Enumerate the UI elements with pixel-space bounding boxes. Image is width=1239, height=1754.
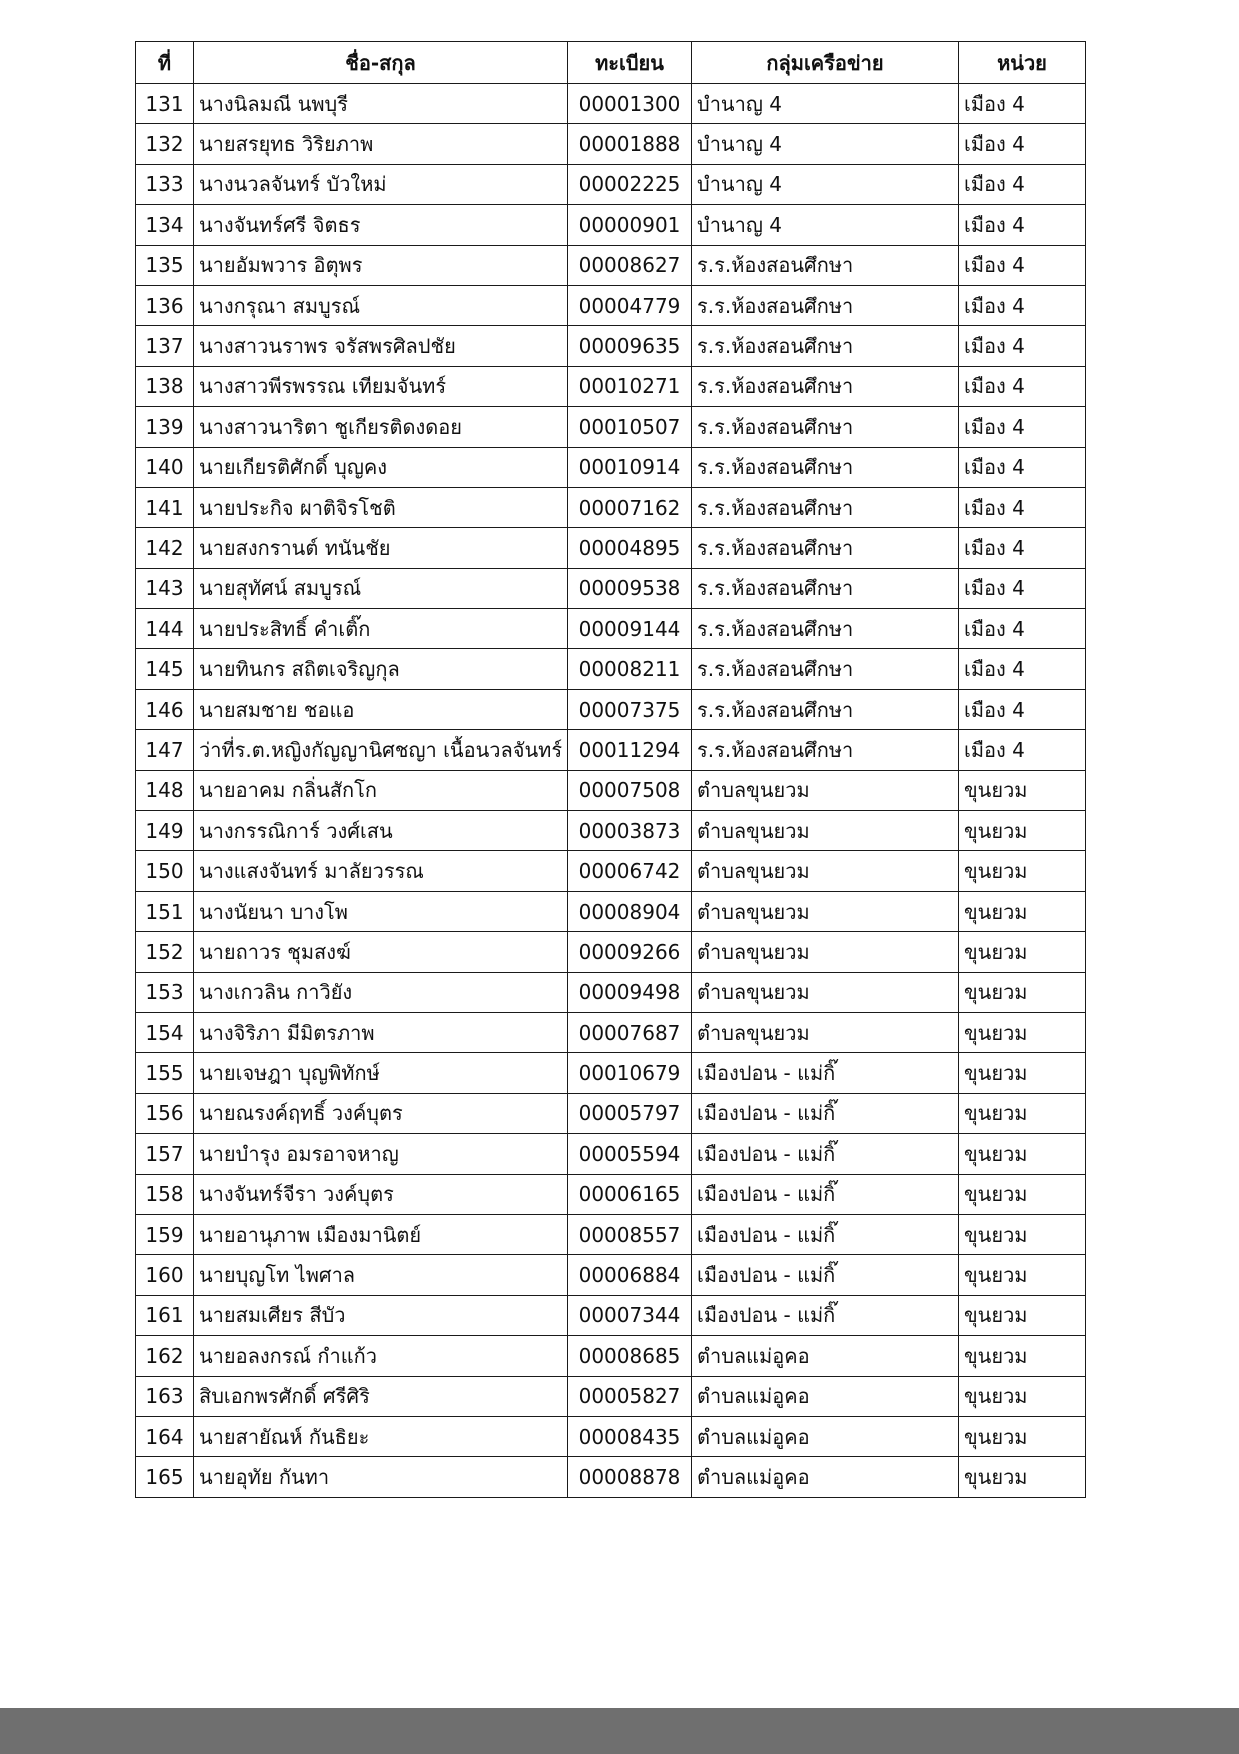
table-row bbox=[136, 1416, 1086, 1456]
cell-unit: ขุนยวม bbox=[959, 1093, 1086, 1133]
cell-network: ตำบลแม่อูคอ bbox=[692, 1336, 959, 1376]
table-row bbox=[136, 1012, 1086, 1052]
cell-registration: 00010271 bbox=[568, 366, 692, 406]
cell-network: เมืองปอน - แม่กิ๊ bbox=[692, 1174, 959, 1214]
cell-registration: 00004895 bbox=[568, 528, 692, 568]
cell-registration: 00005797 bbox=[568, 1093, 692, 1133]
cell-unit: ขุนยวม bbox=[959, 1336, 1086, 1376]
cell-registration: 00000901 bbox=[568, 205, 692, 245]
cell-unit: ขุนยวม bbox=[959, 770, 1086, 810]
cell-name: นางจันทร์จีรา วงค์บุตร bbox=[194, 1174, 568, 1214]
cell-network: ร.ร.ห้องสอนศึกษา bbox=[692, 609, 959, 649]
cell-registration: 00001888 bbox=[568, 124, 692, 164]
cell-registration: 00005594 bbox=[568, 1134, 692, 1174]
table-row bbox=[136, 730, 1086, 770]
cell-registration: 00010507 bbox=[568, 407, 692, 447]
cell-name: นายอัมพวาร อิตุพร bbox=[194, 245, 568, 285]
cell-registration: 00007508 bbox=[568, 770, 692, 810]
cell-registration: 00008435 bbox=[568, 1416, 692, 1456]
header-name: ชื่อ-สกุล bbox=[194, 42, 568, 84]
cell-network: ร.ร.ห้องสอนศึกษา bbox=[692, 447, 959, 487]
cell-no: 163 bbox=[136, 1376, 194, 1416]
cell-name: นายอลงกรณ์ กำแก้ว bbox=[194, 1336, 568, 1376]
member-table bbox=[135, 41, 1086, 1498]
cell-name: นางสาวพีรพรรณ เทียมจันทร์ bbox=[194, 366, 568, 406]
cell-registration: 00001300 bbox=[568, 84, 692, 124]
cell-unit: ขุนยวม bbox=[959, 1214, 1086, 1254]
cell-unit: เมือง 4 bbox=[959, 649, 1086, 689]
cell-no: 152 bbox=[136, 932, 194, 972]
header-no: ที่ bbox=[136, 42, 194, 84]
cell-unit: ขุนยวม bbox=[959, 1457, 1086, 1497]
cell-network: บำนาญ 4 bbox=[692, 124, 959, 164]
cell-no: 153 bbox=[136, 972, 194, 1012]
header-network: กลุ่มเครือข่าย bbox=[692, 42, 959, 84]
cell-name: นายสายัณห์ กันธิยะ bbox=[194, 1416, 568, 1456]
cell-network: เมืองปอน - แม่กิ๊ bbox=[692, 1053, 959, 1093]
cell-unit: ขุนยวม bbox=[959, 891, 1086, 931]
cell-no: 157 bbox=[136, 1134, 194, 1174]
cell-unit: เมือง 4 bbox=[959, 730, 1086, 770]
cell-registration: 00010914 bbox=[568, 447, 692, 487]
cell-unit: ขุนยวม bbox=[959, 932, 1086, 972]
cell-network: บำนาญ 4 bbox=[692, 205, 959, 245]
table-row bbox=[136, 1093, 1086, 1133]
cell-unit: ขุนยวม bbox=[959, 1174, 1086, 1214]
cell-no: 134 bbox=[136, 205, 194, 245]
cell-registration: 00008904 bbox=[568, 891, 692, 931]
cell-network: ตำบลขุนยวม bbox=[692, 1012, 959, 1052]
cell-no: 159 bbox=[136, 1214, 194, 1254]
cell-registration: 00006884 bbox=[568, 1255, 692, 1295]
cell-registration: 00008211 bbox=[568, 649, 692, 689]
cell-no: 143 bbox=[136, 568, 194, 608]
cell-unit: เมือง 4 bbox=[959, 366, 1086, 406]
cell-name: นางนัยนา บางโพ bbox=[194, 891, 568, 931]
table-row bbox=[136, 1053, 1086, 1093]
cell-name: นายอุทัย กันทา bbox=[194, 1457, 568, 1497]
cell-network: ตำบลแม่อูคอ bbox=[692, 1416, 959, 1456]
cell-registration: 00008557 bbox=[568, 1214, 692, 1254]
cell-no: 161 bbox=[136, 1295, 194, 1335]
cell-no: 156 bbox=[136, 1093, 194, 1133]
cell-name: นายเกียรติศักดิ์ บุญคง bbox=[194, 447, 568, 487]
table-row bbox=[136, 568, 1086, 608]
cell-no: 139 bbox=[136, 407, 194, 447]
scan-edge-band bbox=[0, 1708, 1239, 1754]
cell-network: ร.ร.ห้องสอนศึกษา bbox=[692, 407, 959, 447]
cell-unit: ขุนยวม bbox=[959, 1376, 1086, 1416]
cell-network: ร.ร.ห้องสอนศึกษา bbox=[692, 649, 959, 689]
cell-unit: ขุนยวม bbox=[959, 1053, 1086, 1093]
table-row bbox=[136, 205, 1086, 245]
cell-network: ตำบลขุนยวม bbox=[692, 891, 959, 931]
cell-name: นายสมชาย ชอแอ bbox=[194, 689, 568, 729]
cell-no: 162 bbox=[136, 1336, 194, 1376]
cell-unit: ขุนยวม bbox=[959, 811, 1086, 851]
table-row bbox=[136, 1336, 1086, 1376]
table-row bbox=[136, 1376, 1086, 1416]
cell-name: นางเกวลิน กาวิยัง bbox=[194, 972, 568, 1012]
cell-name: นายทินกร สถิตเจริญกุล bbox=[194, 649, 568, 689]
cell-network: ร.ร.ห้องสอนศึกษา bbox=[692, 245, 959, 285]
table-row bbox=[136, 326, 1086, 366]
cell-network: เมืองปอน - แม่กิ๊ bbox=[692, 1093, 959, 1133]
cell-no: 142 bbox=[136, 528, 194, 568]
cell-network: ตำบลขุนยวม bbox=[692, 811, 959, 851]
cell-no: 136 bbox=[136, 285, 194, 325]
cell-registration: 00005827 bbox=[568, 1376, 692, 1416]
cell-unit: ขุนยวม bbox=[959, 1416, 1086, 1456]
table-row bbox=[136, 84, 1086, 124]
cell-unit: เมือง 4 bbox=[959, 407, 1086, 447]
cell-no: 138 bbox=[136, 366, 194, 406]
cell-registration: 00002225 bbox=[568, 164, 692, 204]
header-unit: หน่วย bbox=[959, 42, 1086, 84]
table-row bbox=[136, 1457, 1086, 1497]
table-row bbox=[136, 366, 1086, 406]
table-row bbox=[136, 932, 1086, 972]
cell-no: 148 bbox=[136, 770, 194, 810]
cell-registration: 00008878 bbox=[568, 1457, 692, 1497]
cell-name: นางนวลจันทร์ บัวใหม่ bbox=[194, 164, 568, 204]
cell-unit: เมือง 4 bbox=[959, 285, 1086, 325]
cell-registration: 00009498 bbox=[568, 972, 692, 1012]
table-row bbox=[136, 851, 1086, 891]
cell-registration: 00009635 bbox=[568, 326, 692, 366]
table-row bbox=[136, 770, 1086, 810]
cell-network: ร.ร.ห้องสอนศึกษา bbox=[692, 689, 959, 729]
cell-unit: เมือง 4 bbox=[959, 84, 1086, 124]
cell-name: นายประสิทธิ์ คำเติ๊ก bbox=[194, 609, 568, 649]
cell-registration: 00008685 bbox=[568, 1336, 692, 1376]
cell-unit: เมือง 4 bbox=[959, 689, 1086, 729]
cell-unit: เมือง 4 bbox=[959, 326, 1086, 366]
table-row bbox=[136, 811, 1086, 851]
cell-unit: เมือง 4 bbox=[959, 487, 1086, 527]
header-registration: ทะเบียน bbox=[568, 42, 692, 84]
cell-name: นายสงกรานต์ ทนันชัย bbox=[194, 528, 568, 568]
cell-network: เมืองปอน - แม่กิ๊ bbox=[692, 1295, 959, 1335]
cell-name: ว่าที่ร.ต.หญิงกัญญานิศชญา เนื้อนวลจันทร์ bbox=[194, 730, 568, 770]
cell-unit: เมือง 4 bbox=[959, 205, 1086, 245]
cell-unit: เมือง 4 bbox=[959, 245, 1086, 285]
cell-name: นายเจษฎา บุญพิทักษ์ bbox=[194, 1053, 568, 1093]
table-row bbox=[136, 972, 1086, 1012]
table-row bbox=[136, 285, 1086, 325]
cell-registration: 00007162 bbox=[568, 487, 692, 527]
table-row bbox=[136, 1174, 1086, 1214]
cell-name: นางสาวนราพร จรัสพรศิลปชัย bbox=[194, 326, 568, 366]
cell-network: ตำบลขุนยวม bbox=[692, 851, 959, 891]
cell-network: ร.ร.ห้องสอนศึกษา bbox=[692, 487, 959, 527]
cell-unit: ขุนยวม bbox=[959, 1255, 1086, 1295]
cell-unit: เมือง 4 bbox=[959, 124, 1086, 164]
table-row bbox=[136, 528, 1086, 568]
cell-no: 146 bbox=[136, 689, 194, 729]
table-row bbox=[136, 1214, 1086, 1254]
cell-registration: 00006165 bbox=[568, 1174, 692, 1214]
cell-network: ร.ร.ห้องสอนศึกษา bbox=[692, 528, 959, 568]
cell-no: 154 bbox=[136, 1012, 194, 1052]
cell-no: 165 bbox=[136, 1457, 194, 1497]
cell-name: นายสรยุทธ วิริยภาพ bbox=[194, 124, 568, 164]
table-row bbox=[136, 447, 1086, 487]
cell-name: นายณรงค์ฤทธิ์ วงค์บุตร bbox=[194, 1093, 568, 1133]
cell-unit: ขุนยวม bbox=[959, 1012, 1086, 1052]
cell-unit: เมือง 4 bbox=[959, 609, 1086, 649]
table-row bbox=[136, 124, 1086, 164]
cell-no: 145 bbox=[136, 649, 194, 689]
cell-name: นางสาวนาริตา ชูเกียรติดงดอย bbox=[194, 407, 568, 447]
cell-registration: 00007687 bbox=[568, 1012, 692, 1052]
cell-network: ตำบลขุนยวม bbox=[692, 770, 959, 810]
cell-name: นางกรุณา สมบูรณ์ bbox=[194, 285, 568, 325]
table-row bbox=[136, 487, 1086, 527]
table-row bbox=[136, 1134, 1086, 1174]
cell-unit: เมือง 4 bbox=[959, 528, 1086, 568]
cell-no: 144 bbox=[136, 609, 194, 649]
cell-unit: เมือง 4 bbox=[959, 568, 1086, 608]
cell-network: บำนาญ 4 bbox=[692, 84, 959, 124]
cell-network: ร.ร.ห้องสอนศึกษา bbox=[692, 285, 959, 325]
cell-network: เมืองปอน - แม่กิ๊ bbox=[692, 1134, 959, 1174]
cell-name: นายประกิจ ผาติจิรโชติ bbox=[194, 487, 568, 527]
cell-registration: 00009266 bbox=[568, 932, 692, 972]
cell-no: 155 bbox=[136, 1053, 194, 1093]
table-row bbox=[136, 245, 1086, 285]
cell-name: นายอาคม กลิ่นสักโก bbox=[194, 770, 568, 810]
cell-no: 147 bbox=[136, 730, 194, 770]
table-row bbox=[136, 1255, 1086, 1295]
cell-registration: 00006742 bbox=[568, 851, 692, 891]
table-row bbox=[136, 609, 1086, 649]
cell-name: นายบำรุง อมรอาจหาญ bbox=[194, 1134, 568, 1174]
table-row bbox=[136, 689, 1086, 729]
cell-registration: 00008627 bbox=[568, 245, 692, 285]
cell-no: 131 bbox=[136, 84, 194, 124]
cell-network: เมืองปอน - แม่กิ๊ bbox=[692, 1214, 959, 1254]
cell-network: ตำบลขุนยวม bbox=[692, 972, 959, 1012]
table-row bbox=[136, 1295, 1086, 1335]
cell-name: นางจิริภา มีมิตรภาพ bbox=[194, 1012, 568, 1052]
cell-registration: 00009144 bbox=[568, 609, 692, 649]
cell-name: นางแสงจันทร์ มาลัยวรรณ bbox=[194, 851, 568, 891]
cell-registration: 00004779 bbox=[568, 285, 692, 325]
cell-unit: เมือง 4 bbox=[959, 164, 1086, 204]
cell-no: 151 bbox=[136, 891, 194, 931]
cell-network: ตำบลแม่อูคอ bbox=[692, 1376, 959, 1416]
cell-network: ร.ร.ห้องสอนศึกษา bbox=[692, 568, 959, 608]
cell-registration: 00003873 bbox=[568, 811, 692, 851]
cell-no: 160 bbox=[136, 1255, 194, 1295]
cell-no: 149 bbox=[136, 811, 194, 851]
table-row bbox=[136, 407, 1086, 447]
cell-registration: 00011294 bbox=[568, 730, 692, 770]
cell-registration: 00009538 bbox=[568, 568, 692, 608]
cell-unit: เมือง 4 bbox=[959, 447, 1086, 487]
cell-registration: 00007375 bbox=[568, 689, 692, 729]
cell-network: บำนาญ 4 bbox=[692, 164, 959, 204]
cell-no: 158 bbox=[136, 1174, 194, 1214]
table-row bbox=[136, 164, 1086, 204]
cell-network: ตำบลแม่อูคอ bbox=[692, 1457, 959, 1497]
cell-no: 140 bbox=[136, 447, 194, 487]
cell-no: 137 bbox=[136, 326, 194, 366]
cell-name: สิบเอกพรศักดิ์ ศรีศิริ bbox=[194, 1376, 568, 1416]
cell-network: ร.ร.ห้องสอนศึกษา bbox=[692, 326, 959, 366]
cell-network: ร.ร.ห้องสอนศึกษา bbox=[692, 730, 959, 770]
cell-network: ตำบลขุนยวม bbox=[692, 932, 959, 972]
cell-name: นายถาวร ชุมสงฆ์ bbox=[194, 932, 568, 972]
cell-network: ร.ร.ห้องสอนศึกษา bbox=[692, 366, 959, 406]
cell-registration: 00010679 bbox=[568, 1053, 692, 1093]
cell-name: นางกรรณิการ์ วงศ์เสน bbox=[194, 811, 568, 851]
cell-no: 133 bbox=[136, 164, 194, 204]
cell-name: นางจันทร์ศรี จิตธร bbox=[194, 205, 568, 245]
cell-unit: ขุนยวม bbox=[959, 851, 1086, 891]
cell-no: 150 bbox=[136, 851, 194, 891]
cell-unit: ขุนยวม bbox=[959, 1295, 1086, 1335]
cell-network: เมืองปอน - แม่กิ๊ bbox=[692, 1255, 959, 1295]
table-header-row bbox=[136, 42, 1086, 84]
cell-name: นายสมเศียร สีบัว bbox=[194, 1295, 568, 1335]
cell-name: นางนิลมณี นพบุรี bbox=[194, 84, 568, 124]
cell-no: 141 bbox=[136, 487, 194, 527]
cell-no: 132 bbox=[136, 124, 194, 164]
cell-registration: 00007344 bbox=[568, 1295, 692, 1335]
cell-name: นายอานุภาพ เมืองมานิตย์ bbox=[194, 1214, 568, 1254]
table-body bbox=[136, 84, 1086, 1498]
cell-name: นายสุทัศน์ สมบูรณ์ bbox=[194, 568, 568, 608]
table-row bbox=[136, 649, 1086, 689]
cell-name: นายบุญโท ไพศาล bbox=[194, 1255, 568, 1295]
cell-no: 164 bbox=[136, 1416, 194, 1456]
cell-unit: ขุนยวม bbox=[959, 1134, 1086, 1174]
cell-no: 135 bbox=[136, 245, 194, 285]
table-row bbox=[136, 891, 1086, 931]
cell-unit: ขุนยวม bbox=[959, 972, 1086, 1012]
